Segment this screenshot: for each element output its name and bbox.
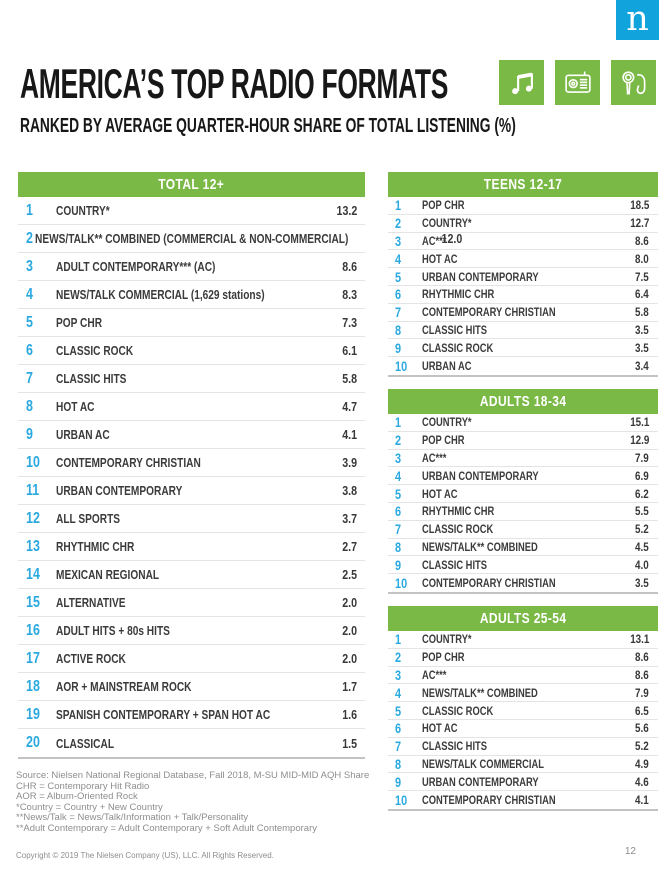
share-cell: 5.8: [635, 305, 649, 320]
footnote-line: **News/Talk = News/Talk/Information + Talk/Personality: [16, 812, 249, 824]
rank-cell: 9: [395, 339, 402, 356]
table-row: [388, 556, 658, 574]
rank-cell: 1: [26, 201, 33, 219]
format-cell: POP CHR: [422, 433, 465, 448]
rank-cell: 18: [26, 677, 40, 695]
table-row: [388, 521, 658, 539]
rank-cell: 10: [395, 358, 408, 375]
format-cell: ADULT CONTEMPORARY*** (AC): [56, 259, 216, 274]
table-row: [18, 309, 365, 337]
share-cell: 6.1: [342, 343, 357, 358]
format-cell: POP CHR: [422, 198, 465, 213]
table-row: [388, 684, 658, 702]
source-footnotes: [16, 771, 376, 835]
rank-cell: 2: [395, 432, 402, 449]
table-row: [388, 467, 658, 485]
share-cell: 12.7: [629, 216, 649, 231]
share-cell: 6.5: [635, 703, 649, 718]
table-total-12plus: [18, 172, 462, 759]
table-row: [18, 337, 365, 365]
share-cell: 12.0: [441, 231, 462, 246]
rank-cell: 10: [395, 575, 408, 592]
rank-cell: 7: [26, 369, 33, 387]
rank-cell: 6: [395, 286, 402, 303]
rank-cell: 8: [395, 321, 402, 338]
format-cell: ALL SPORTS: [56, 511, 121, 526]
table-row: [388, 414, 658, 432]
share-cell: 2.0: [342, 595, 357, 610]
table-adults-18-34: [388, 389, 658, 594]
table-row: [388, 649, 658, 667]
table-teens-12-17: [388, 172, 658, 377]
footnote-line: *Country = Country + New Country: [16, 801, 163, 813]
rank-cell: 14: [26, 565, 40, 583]
share-cell: 1.7: [342, 679, 357, 694]
rank-cell: 20: [26, 734, 40, 751]
table-row: [18, 253, 365, 281]
format-cell: URBAN AC: [422, 359, 472, 374]
share-cell: 3.9: [342, 455, 357, 470]
table-row: [388, 250, 658, 268]
rank-cell: 19: [26, 705, 40, 723]
table-row: [388, 286, 658, 304]
table-row: [388, 197, 658, 215]
format-cell: HOT AC: [56, 399, 95, 414]
table-row: [18, 505, 365, 533]
rank-cell: 10: [395, 792, 408, 808]
share-cell: 8.6: [635, 650, 649, 665]
table-row: [388, 215, 658, 233]
share-cell: 18.5: [629, 198, 649, 213]
rank-cell: 5: [395, 702, 402, 719]
format-cell: ALTERNATIVE: [56, 595, 126, 610]
share-cell: 4.9: [635, 756, 649, 771]
share-cell: 5.2: [635, 522, 649, 537]
table-row: [18, 589, 365, 617]
rank-cell: 7: [395, 521, 402, 538]
table-row: [18, 645, 365, 673]
share-cell: 5.6: [635, 721, 649, 736]
share-cell: 15.1: [629, 415, 649, 430]
format-cell: POP CHR: [56, 315, 103, 330]
table-row: [18, 197, 365, 225]
table-row: [18, 673, 365, 701]
share-cell: 2.5: [342, 567, 357, 582]
rank-cell: 8: [26, 397, 33, 415]
format-cell: HOT AC: [422, 486, 458, 501]
table-row: [18, 281, 365, 309]
rank-cell: 4: [395, 684, 402, 701]
format-cell: AC***: [422, 450, 447, 465]
table-header-total-12plus: TOTAL 12+: [18, 172, 365, 197]
share-cell: 7.3: [342, 315, 357, 330]
format-cell: RHYTHMIC CHR: [422, 287, 495, 302]
rank-cell: 6: [395, 720, 402, 737]
format-cell: AOR + MAINSTREAM ROCK: [56, 679, 192, 694]
rank-cell: 6: [26, 341, 33, 359]
share-cell: 6.2: [635, 486, 649, 501]
rank-cell: 2: [395, 215, 402, 232]
table-row: [18, 701, 365, 729]
right-column: [388, 172, 658, 823]
rank-cell: 4: [26, 285, 33, 303]
share-cell: 4.1: [342, 427, 357, 442]
format-cell: NEWS/TALK COMMERCIAL (1,629 stations): [56, 287, 265, 302]
share-cell: 6.9: [635, 468, 649, 483]
table-row: [388, 720, 658, 738]
format-cell: POP CHR: [422, 650, 465, 665]
format-cell: COUNTRY*: [56, 203, 110, 218]
rank-cell: 8: [395, 538, 402, 555]
share-cell: 4.7: [342, 399, 357, 414]
table-row: [388, 738, 658, 756]
share-cell: 1.5: [342, 735, 357, 751]
format-cell: ADULT HITS + 80s HITS: [56, 623, 170, 638]
music-note-icon: [499, 60, 544, 105]
table-row: [18, 617, 365, 645]
format-cell: COUNTRY*: [422, 415, 472, 430]
table-adults-25-54: [388, 606, 658, 811]
share-cell: 4.1: [635, 793, 649, 807]
share-cell: 7.9: [635, 685, 649, 700]
share-cell: 4.6: [635, 774, 649, 789]
rank-cell: 3: [395, 666, 402, 683]
rank-cell: 11: [26, 481, 40, 499]
table-row: [388, 667, 658, 685]
share-cell: 5.5: [635, 504, 649, 519]
table-row: [18, 365, 365, 393]
format-cell: RHYTHMIC CHR: [56, 539, 135, 554]
table-row: [388, 233, 658, 251]
format-cell: CLASSIC HITS: [422, 322, 488, 337]
table-header-adults-25-54: ADULTS 25-54: [388, 606, 658, 631]
copyright-line: Copyright © 2019 The Nielsen Company (US), LLC. All Rights Reserved.: [16, 851, 274, 860]
rank-cell: 5: [395, 268, 402, 285]
format-cell: CONTEMPORARY CHRISTIAN: [422, 793, 556, 807]
format-cell: AC***: [422, 667, 447, 682]
table-row: [388, 539, 658, 557]
page-title: AMERICA’S TOP RADIO FORMATS: [20, 60, 449, 107]
format-cell: SPANISH CONTEMPORARY + SPAN HOT AC: [56, 707, 271, 722]
table-row: [388, 268, 658, 286]
share-cell: 13.2: [336, 203, 357, 218]
format-cell: CLASSIC ROCK: [56, 343, 134, 358]
format-cell: CLASSIC ROCK: [422, 703, 494, 718]
format-cell: COUNTRY*: [422, 632, 472, 647]
share-cell: 7.5: [635, 269, 649, 284]
share-cell: 12.9: [629, 433, 649, 448]
table-row: [388, 574, 658, 592]
table-row: [388, 322, 658, 340]
table-rows-adults-25-54: [388, 631, 658, 811]
table-rows-adults-18-34: [388, 414, 658, 594]
format-cell: AC***: [422, 233, 447, 248]
rank-cell: 5: [395, 485, 402, 502]
nielsen-logo-letter: n: [626, 0, 649, 39]
share-cell: 2.0: [342, 651, 357, 666]
share-cell: 3.8: [342, 483, 357, 498]
format-cell: URBAN CONTEMPORARY: [56, 483, 183, 498]
page-subtitle: RANKED BY AVERAGE QUARTER-HOUR SHARE OF TOTAL LISTENING (%): [20, 115, 516, 137]
rank-cell: 9: [395, 556, 402, 573]
format-cell: ACTIVE ROCK: [56, 651, 126, 666]
microphone-headphones-icon: [611, 60, 656, 105]
share-cell: 3.5: [635, 340, 649, 355]
rank-cell: 9: [26, 425, 33, 443]
share-cell: 3.5: [635, 576, 649, 591]
format-cell: NEWS/TALK** COMBINED: [422, 539, 538, 554]
format-cell: CLASSIC ROCK: [422, 340, 494, 355]
rank-cell: 6: [395, 503, 402, 520]
share-cell: 7.9: [635, 450, 649, 465]
table-header-adults-18-34: ADULTS 18-34: [388, 389, 658, 414]
rank-cell: 10: [26, 453, 40, 471]
footnote-line: CHR = Contemporary Hit Radio: [16, 780, 150, 792]
table-row: [18, 393, 365, 421]
nielsen-logo: [616, 0, 659, 40]
rank-cell: 17: [26, 649, 40, 667]
page-number: 12: [624, 846, 636, 857]
format-cell: NEWS/TALK COMMERCIAL: [422, 756, 545, 771]
rank-cell: 15: [26, 593, 40, 611]
share-cell: 8.6: [635, 667, 649, 682]
rank-cell: 13: [26, 537, 40, 555]
format-cell: RHYTHMIC CHR: [422, 504, 495, 519]
rank-cell: 8: [395, 755, 402, 772]
table-row: [388, 304, 658, 322]
rank-cell: 1: [395, 631, 402, 648]
rank-cell: 1: [395, 414, 402, 431]
share-cell: 8.6: [342, 259, 357, 274]
format-cell: NEWS/TALK** COMBINED (COMMERCIAL & NON-COMMERCIAL): [34, 231, 349, 246]
share-cell: 13.1: [629, 632, 649, 647]
table-row: [388, 432, 658, 450]
share-cell: 3.7: [342, 511, 357, 526]
table-row: [18, 533, 365, 561]
footnote-line: AOR = Album-Oriented Rock: [16, 791, 138, 803]
share-cell: 4.0: [635, 557, 649, 572]
format-cell: CLASSIC HITS: [422, 557, 488, 572]
rank-cell: 1: [395, 197, 402, 214]
rank-cell: 2: [26, 229, 33, 247]
format-cell: CLASSIC ROCK: [422, 522, 494, 537]
format-cell: MEXICAN REGIONAL: [56, 567, 160, 582]
format-cell: COUNTRY*: [422, 216, 472, 231]
share-cell: 3.5: [635, 322, 649, 337]
format-cell: CONTEMPORARY CHRISTIAN: [422, 305, 556, 320]
format-cell: CLASSIC HITS: [56, 371, 127, 386]
rank-cell: 4: [395, 250, 402, 267]
format-cell: CONTEMPORARY CHRISTIAN: [422, 576, 556, 591]
table-rows-total-12plus: [18, 197, 462, 759]
table-row: [388, 702, 658, 720]
share-cell: 2.0: [342, 623, 357, 638]
footnote-line: Source: Nielsen National Regional Database, Fall 2018, M-SU MID-MID AQH Share: [16, 770, 370, 781]
share-cell: 3.4: [635, 359, 649, 374]
format-cell: CLASSIC HITS: [422, 739, 488, 754]
rank-cell: 7: [395, 738, 402, 755]
share-cell: 1.6: [342, 707, 357, 722]
share-cell: 8.6: [635, 233, 649, 248]
table-row: [388, 485, 658, 503]
table-row: [388, 773, 658, 791]
rank-cell: 12: [26, 509, 40, 527]
rank-cell: 7: [395, 304, 402, 321]
table-row: [388, 357, 658, 375]
table-row: [18, 561, 365, 589]
rank-cell: 16: [26, 621, 40, 639]
table-row: [388, 339, 658, 357]
rank-cell: 4: [395, 467, 402, 484]
share-cell: 2.7: [342, 539, 357, 554]
format-cell: CONTEMPORARY CHRISTIAN: [56, 455, 201, 470]
rank-cell: 5: [26, 313, 33, 331]
table-header-teens-12-17: TEENS 12-17: [388, 172, 658, 197]
table-row: [388, 756, 658, 774]
share-cell: 8.0: [635, 251, 649, 266]
table-row: [18, 477, 365, 505]
format-cell: URBAN CONTEMPORARY: [422, 774, 539, 789]
format-cell: URBAN AC: [56, 427, 110, 442]
share-cell: 5.2: [635, 739, 649, 754]
footnote-line: **Adult Contemporary = Adult Contemporary + Soft Adult Contemporary: [16, 822, 317, 834]
format-cell: URBAN CONTEMPORARY: [422, 269, 539, 284]
format-cell: HOT AC: [422, 251, 458, 266]
rank-cell: 3: [395, 232, 402, 249]
theme-icons: [499, 60, 656, 105]
table-row: [18, 729, 365, 757]
table-row: [388, 791, 658, 809]
share-cell: 8.3: [342, 287, 357, 302]
format-cell: URBAN CONTEMPORARY: [422, 468, 539, 483]
rank-cell: 2: [395, 649, 402, 666]
format-cell: HOT AC: [422, 721, 458, 736]
share-cell: 6.4: [635, 287, 649, 302]
rank-cell: 3: [395, 449, 402, 466]
table-row: [18, 421, 365, 449]
radio-icon: [555, 60, 600, 105]
table-row: [388, 450, 658, 468]
share-cell: 5.8: [342, 371, 357, 386]
rank-cell: 9: [395, 773, 402, 790]
format-cell: NEWS/TALK** COMBINED: [422, 685, 538, 700]
table-row: [388, 503, 658, 521]
share-cell: 4.5: [635, 539, 649, 554]
format-cell: CLASSICAL: [56, 735, 115, 751]
rank-cell: 3: [26, 257, 33, 275]
table-rows-teens-12-17: [388, 197, 658, 377]
table-row: [388, 631, 658, 649]
table-row: [18, 449, 365, 477]
